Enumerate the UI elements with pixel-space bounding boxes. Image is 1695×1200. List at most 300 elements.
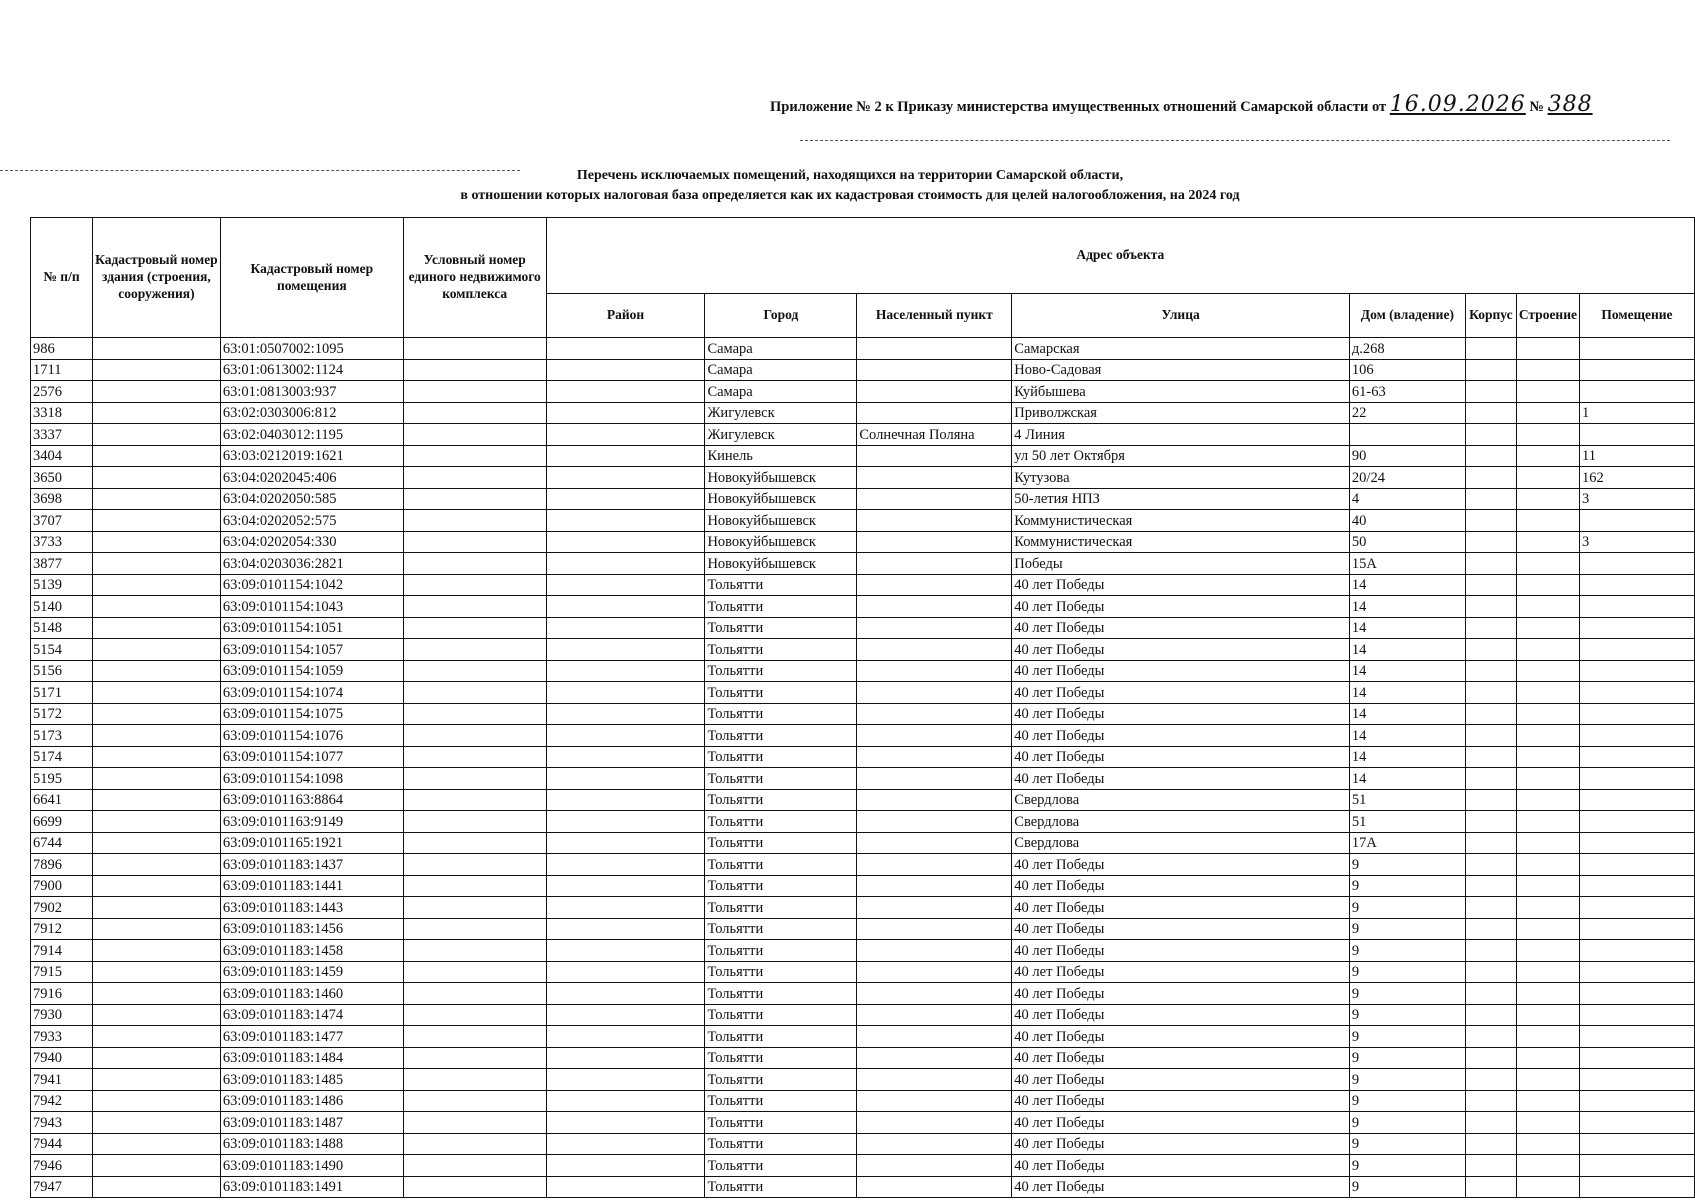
cell-premises-cadastral: 63:01:0507002:1095 <box>220 338 403 360</box>
cell-street: 40 лет Победы <box>1012 639 1350 661</box>
cell-room <box>1579 1155 1694 1177</box>
cell-premises-cadastral: 63:09:0101165:1921 <box>220 832 403 854</box>
cell-korpus <box>1465 1155 1516 1177</box>
cell-street: 40 лет Победы <box>1012 725 1350 747</box>
cell-house: 106 <box>1349 359 1465 381</box>
cell-settlement <box>857 510 1012 532</box>
cell-room <box>1579 617 1694 639</box>
cell-street: 40 лет Победы <box>1012 1026 1350 1048</box>
cell-street: Коммунистическая <box>1012 510 1350 532</box>
cell-room <box>1579 961 1694 983</box>
cell-house: 61-63 <box>1349 381 1465 403</box>
cell-settlement <box>857 682 1012 704</box>
cell-city: Тольятти <box>705 1155 857 1177</box>
cell-settlement <box>857 553 1012 575</box>
cell-num: 3877 <box>31 553 93 575</box>
cell-district <box>546 617 705 639</box>
cell-room <box>1579 832 1694 854</box>
cell-street: 40 лет Победы <box>1012 617 1350 639</box>
cell-house: 9 <box>1349 1112 1465 1134</box>
cell-house: 14 <box>1349 596 1465 618</box>
cell-premises-cadastral: 63:01:0813003:937 <box>220 381 403 403</box>
cell-room <box>1579 725 1694 747</box>
table-row <box>31 467 1695 489</box>
cell-city: Тольятти <box>705 639 857 661</box>
cell-premises-cadastral: 63:09:0101183:1488 <box>220 1133 403 1155</box>
cell-building-cadastral <box>92 768 220 790</box>
cell-num: 1711 <box>31 359 93 381</box>
cell-korpus <box>1465 811 1516 833</box>
cell-district <box>546 574 705 596</box>
cell-street: 40 лет Победы <box>1012 983 1350 1005</box>
cell-num: 5154 <box>31 639 93 661</box>
cell-num: 7933 <box>31 1026 93 1048</box>
cell-premises-cadastral: 63:02:0403012:1195 <box>220 424 403 446</box>
col-header-district: Район <box>546 294 705 338</box>
cell-street: Самарская <box>1012 338 1350 360</box>
cell-stroenie <box>1516 1026 1579 1048</box>
cell-settlement <box>857 1069 1012 1091</box>
cell-city: Тольятти <box>705 660 857 682</box>
table-row <box>31 1155 1695 1177</box>
cell-district <box>546 768 705 790</box>
cell-street: 40 лет Победы <box>1012 596 1350 618</box>
cell-premises-cadastral: 63:04:0202052:575 <box>220 510 403 532</box>
appendix-text: Приложение № 2 к Приказу министерства имущественных отношений Самарской области от <box>770 99 1387 115</box>
cell-korpus <box>1465 789 1516 811</box>
table-body <box>31 338 1695 1198</box>
cell-settlement <box>857 488 1012 510</box>
cell-district <box>546 1133 705 1155</box>
cell-house: 9 <box>1349 961 1465 983</box>
table-row <box>31 725 1695 747</box>
cell-house: 9 <box>1349 1047 1465 1069</box>
cell-street: Коммунистическая <box>1012 531 1350 553</box>
cell-premises-cadastral: 63:09:0101154:1057 <box>220 639 403 661</box>
cell-district <box>546 703 705 725</box>
cell-street: 40 лет Победы <box>1012 1047 1350 1069</box>
cell-city: Тольятти <box>705 574 857 596</box>
cell-korpus <box>1465 639 1516 661</box>
cell-building-cadastral <box>92 617 220 639</box>
cell-stroenie <box>1516 488 1579 510</box>
cell-city: Тольятти <box>705 1090 857 1112</box>
cell-stroenie <box>1516 424 1579 446</box>
table-row <box>31 703 1695 725</box>
cell-stroenie <box>1516 639 1579 661</box>
cell-korpus <box>1465 983 1516 1005</box>
cell-street: 40 лет Победы <box>1012 703 1350 725</box>
cell-room <box>1579 875 1694 897</box>
cell-conditional-number <box>403 703 546 725</box>
cell-building-cadastral <box>92 1090 220 1112</box>
cell-num: 3404 <box>31 445 93 467</box>
cell-settlement <box>857 1004 1012 1026</box>
cell-premises-cadastral: 63:09:0101183:1485 <box>220 1069 403 1091</box>
cell-num: 7916 <box>31 983 93 1005</box>
cell-num: 6641 <box>31 789 93 811</box>
cell-room <box>1579 1090 1694 1112</box>
cell-stroenie <box>1516 832 1579 854</box>
cell-premises-cadastral: 63:09:0101154:1074 <box>220 682 403 704</box>
cell-building-cadastral <box>92 402 220 424</box>
cell-num: 5156 <box>31 660 93 682</box>
cell-house: 9 <box>1349 918 1465 940</box>
cell-district <box>546 510 705 532</box>
cell-district <box>546 897 705 919</box>
cell-district <box>546 402 705 424</box>
cell-settlement <box>857 1176 1012 1198</box>
cell-korpus <box>1465 1047 1516 1069</box>
cell-district <box>546 445 705 467</box>
cell-stroenie <box>1516 940 1579 962</box>
cell-premises-cadastral: 63:09:0101183:1484 <box>220 1047 403 1069</box>
cell-num: 7946 <box>31 1155 93 1177</box>
cell-premises-cadastral: 63:09:0101183:1474 <box>220 1004 403 1026</box>
table-row <box>31 682 1695 704</box>
cell-room <box>1579 596 1694 618</box>
cell-city: Тольятти <box>705 617 857 639</box>
table-row <box>31 832 1695 854</box>
cell-building-cadastral <box>92 553 220 575</box>
cell-street: 40 лет Победы <box>1012 1112 1350 1134</box>
cell-room: 162 <box>1579 467 1694 489</box>
cell-korpus <box>1465 660 1516 682</box>
cell-settlement <box>857 574 1012 596</box>
cell-house: 9 <box>1349 1026 1465 1048</box>
table-row <box>31 617 1695 639</box>
cell-conditional-number <box>403 467 546 489</box>
cell-room <box>1579 682 1694 704</box>
cell-district <box>546 1004 705 1026</box>
cell-building-cadastral <box>92 359 220 381</box>
cell-house: 14 <box>1349 768 1465 790</box>
cell-city: Самара <box>705 381 857 403</box>
cell-house: д.268 <box>1349 338 1465 360</box>
cell-room <box>1579 510 1694 532</box>
cell-building-cadastral <box>92 531 220 553</box>
cell-stroenie <box>1516 402 1579 424</box>
cell-street: 40 лет Победы <box>1012 1004 1350 1026</box>
cell-city: Тольятти <box>705 897 857 919</box>
cell-building-cadastral <box>92 875 220 897</box>
cell-street: 40 лет Победы <box>1012 1176 1350 1198</box>
cell-street: Свердлова <box>1012 811 1350 833</box>
cell-korpus <box>1465 1112 1516 1134</box>
cell-conditional-number <box>403 1004 546 1026</box>
cell-premises-cadastral: 63:09:0101154:1042 <box>220 574 403 596</box>
cell-city: Тольятти <box>705 1176 857 1198</box>
cell-street: 4 Линия <box>1012 424 1350 446</box>
cell-settlement <box>857 381 1012 403</box>
cell-premises-cadastral: 63:09:0101183:1477 <box>220 1026 403 1048</box>
cell-building-cadastral <box>92 703 220 725</box>
cell-settlement <box>857 940 1012 962</box>
cell-room <box>1579 983 1694 1005</box>
cell-korpus <box>1465 402 1516 424</box>
table-row <box>31 1047 1695 1069</box>
cell-num: 7896 <box>31 854 93 876</box>
cell-stroenie <box>1516 768 1579 790</box>
cell-city: Тольятти <box>705 768 857 790</box>
cell-district <box>546 983 705 1005</box>
cell-house: 14 <box>1349 574 1465 596</box>
cell-korpus <box>1465 574 1516 596</box>
cell-conditional-number <box>403 1047 546 1069</box>
cell-korpus <box>1465 918 1516 940</box>
cell-street: 40 лет Победы <box>1012 574 1350 596</box>
cell-street: 40 лет Победы <box>1012 1155 1350 1177</box>
cell-city: Тольятти <box>705 961 857 983</box>
col-header-premises-cadastral: Кадастровый номер помещения <box>220 218 403 338</box>
cell-stroenie <box>1516 1090 1579 1112</box>
table-row <box>31 789 1695 811</box>
cell-conditional-number <box>403 617 546 639</box>
cell-room <box>1579 424 1694 446</box>
col-header-street: Улица <box>1012 294 1350 338</box>
cell-street: 40 лет Победы <box>1012 1133 1350 1155</box>
cell-settlement <box>857 1090 1012 1112</box>
cell-room <box>1579 1133 1694 1155</box>
cell-conditional-number <box>403 381 546 403</box>
cell-premises-cadastral: 63:09:0101163:9149 <box>220 811 403 833</box>
cell-house: 9 <box>1349 1004 1465 1026</box>
cell-room <box>1579 746 1694 768</box>
cell-building-cadastral <box>92 961 220 983</box>
cell-city: Новокуйбышевск <box>705 467 857 489</box>
cell-district <box>546 381 705 403</box>
cell-korpus <box>1465 596 1516 618</box>
col-header-num: № п/п <box>31 218 93 338</box>
cell-city: Тольятти <box>705 940 857 962</box>
cell-korpus <box>1465 725 1516 747</box>
cell-korpus <box>1465 359 1516 381</box>
cell-street: Кутузова <box>1012 467 1350 489</box>
cell-stroenie <box>1516 854 1579 876</box>
cell-stroenie <box>1516 682 1579 704</box>
cell-num: 7944 <box>31 1133 93 1155</box>
cell-stroenie <box>1516 338 1579 360</box>
cell-building-cadastral <box>92 1026 220 1048</box>
cell-settlement <box>857 467 1012 489</box>
cell-room <box>1579 359 1694 381</box>
cell-district <box>546 1090 705 1112</box>
cell-room: 11 <box>1579 445 1694 467</box>
cell-district <box>546 531 705 553</box>
table-row <box>31 768 1695 790</box>
cell-conditional-number <box>403 940 546 962</box>
cell-building-cadastral <box>92 1155 220 1177</box>
cell-street: 40 лет Победы <box>1012 1069 1350 1091</box>
cell-city: Тольятти <box>705 596 857 618</box>
cell-room: 1 <box>1579 402 1694 424</box>
cell-num: 7914 <box>31 940 93 962</box>
cell-street: 40 лет Победы <box>1012 897 1350 919</box>
order-date: 16.09.2026 <box>1389 92 1526 117</box>
cell-conditional-number <box>403 983 546 1005</box>
cell-building-cadastral <box>92 789 220 811</box>
cell-city: Самара <box>705 359 857 381</box>
cell-district <box>546 875 705 897</box>
cell-city: Тольятти <box>705 746 857 768</box>
cell-conditional-number <box>403 1090 546 1112</box>
cell-building-cadastral <box>92 1176 220 1198</box>
cell-premises-cadastral: 63:09:0101183:1459 <box>220 961 403 983</box>
cell-city: Новокуйбышевск <box>705 553 857 575</box>
cell-room: 3 <box>1579 488 1694 510</box>
cell-room <box>1579 897 1694 919</box>
cell-room <box>1579 811 1694 833</box>
cell-settlement <box>857 854 1012 876</box>
cell-settlement <box>857 983 1012 1005</box>
cell-building-cadastral <box>92 510 220 532</box>
cell-conditional-number <box>403 897 546 919</box>
cell-settlement <box>857 445 1012 467</box>
cell-settlement <box>857 639 1012 661</box>
cell-conditional-number <box>403 1112 546 1134</box>
cell-building-cadastral <box>92 682 220 704</box>
cell-street: Победы <box>1012 553 1350 575</box>
cell-num: 5172 <box>31 703 93 725</box>
cell-building-cadastral <box>92 660 220 682</box>
cell-house: 14 <box>1349 682 1465 704</box>
cell-building-cadastral <box>92 854 220 876</box>
cell-premises-cadastral: 63:04:0203036:2821 <box>220 553 403 575</box>
cell-district <box>546 746 705 768</box>
cell-building-cadastral <box>92 1047 220 1069</box>
table-row <box>31 983 1695 1005</box>
cell-building-cadastral <box>92 574 220 596</box>
cell-stroenie <box>1516 510 1579 532</box>
cell-building-cadastral <box>92 940 220 962</box>
cell-settlement <box>857 1155 1012 1177</box>
cell-stroenie <box>1516 553 1579 575</box>
cell-stroenie <box>1516 574 1579 596</box>
cell-premises-cadastral: 63:09:0101163:8864 <box>220 789 403 811</box>
cell-district <box>546 1047 705 1069</box>
cell-num: 7941 <box>31 1069 93 1091</box>
cell-room <box>1579 1176 1694 1198</box>
cell-conditional-number <box>403 1026 546 1048</box>
cell-building-cadastral <box>92 596 220 618</box>
cell-num: 6699 <box>31 811 93 833</box>
table-row <box>31 574 1695 596</box>
cell-num: 986 <box>31 338 93 360</box>
cell-city: Жигулевск <box>705 402 857 424</box>
document-title-line2: в отношении которых налоговая база определяется как их кадастровая стоимость для целей налогообложения, на 2024 год <box>460 188 1240 203</box>
cell-premises-cadastral: 63:09:0101154:1043 <box>220 596 403 618</box>
cell-korpus <box>1465 940 1516 962</box>
table-row <box>31 961 1695 983</box>
cell-district <box>546 811 705 833</box>
cell-house: 22 <box>1349 402 1465 424</box>
cell-house: 14 <box>1349 746 1465 768</box>
cell-premises-cadastral: 63:09:0101154:1076 <box>220 725 403 747</box>
cell-settlement <box>857 660 1012 682</box>
cell-house: 14 <box>1349 660 1465 682</box>
cell-korpus <box>1465 553 1516 575</box>
cell-conditional-number <box>403 682 546 704</box>
scan-line-top <box>800 140 1670 141</box>
cell-district <box>546 789 705 811</box>
cell-city: Тольятти <box>705 811 857 833</box>
table-row <box>31 338 1695 360</box>
cell-building-cadastral <box>92 725 220 747</box>
cell-settlement <box>857 1112 1012 1134</box>
cell-street: 40 лет Победы <box>1012 875 1350 897</box>
cell-building-cadastral <box>92 897 220 919</box>
col-header-settlement: Населенный пункт <box>857 294 1012 338</box>
cell-stroenie <box>1516 789 1579 811</box>
col-header-korpus: Корпус <box>1465 294 1516 338</box>
cell-district <box>546 1112 705 1134</box>
cell-stroenie <box>1516 811 1579 833</box>
cell-room <box>1579 574 1694 596</box>
cell-settlement <box>857 1026 1012 1048</box>
cell-city: Тольятти <box>705 789 857 811</box>
table-row <box>31 854 1695 876</box>
cell-building-cadastral <box>92 424 220 446</box>
cell-city: Тольятти <box>705 854 857 876</box>
cell-house: 9 <box>1349 897 1465 919</box>
cell-conditional-number <box>403 1176 546 1198</box>
cell-conditional-number <box>403 1155 546 1177</box>
cell-premises-cadastral: 63:09:0101154:1059 <box>220 660 403 682</box>
cell-city: Новокуйбышевск <box>705 510 857 532</box>
cell-city: Тольятти <box>705 1047 857 1069</box>
cell-korpus <box>1465 531 1516 553</box>
cell-district <box>546 1155 705 1177</box>
cell-building-cadastral <box>92 1004 220 1026</box>
cell-stroenie <box>1516 1069 1579 1091</box>
cell-premises-cadastral: 63:09:0101183:1441 <box>220 875 403 897</box>
cell-city: Тольятти <box>705 1133 857 1155</box>
cell-num: 7912 <box>31 918 93 940</box>
cell-settlement <box>857 1133 1012 1155</box>
cell-room <box>1579 918 1694 940</box>
cell-korpus <box>1465 682 1516 704</box>
cell-num: 5195 <box>31 768 93 790</box>
cell-settlement <box>857 402 1012 424</box>
cell-settlement <box>857 703 1012 725</box>
cell-num: 7947 <box>31 1176 93 1198</box>
cell-house: 14 <box>1349 617 1465 639</box>
cell-city: Тольятти <box>705 983 857 1005</box>
cell-num: 5173 <box>31 725 93 747</box>
cell-conditional-number <box>403 359 546 381</box>
cell-num: 2576 <box>31 381 93 403</box>
cell-premises-cadastral: 63:02:0303006:812 <box>220 402 403 424</box>
cell-settlement <box>857 359 1012 381</box>
cell-stroenie <box>1516 725 1579 747</box>
cell-city: Тольятти <box>705 1069 857 1091</box>
table-row <box>31 811 1695 833</box>
cell-stroenie <box>1516 703 1579 725</box>
cell-district <box>546 467 705 489</box>
cell-district <box>546 338 705 360</box>
cell-street: 40 лет Победы <box>1012 961 1350 983</box>
cell-conditional-number <box>403 574 546 596</box>
cell-city: Кинель <box>705 445 857 467</box>
cell-room <box>1579 1026 1694 1048</box>
cell-district <box>546 832 705 854</box>
cell-stroenie <box>1516 1176 1579 1198</box>
cell-district <box>546 1176 705 1198</box>
cell-district <box>546 639 705 661</box>
cell-city: Тольятти <box>705 832 857 854</box>
cell-korpus <box>1465 1176 1516 1198</box>
col-header-city: Город <box>705 294 857 338</box>
